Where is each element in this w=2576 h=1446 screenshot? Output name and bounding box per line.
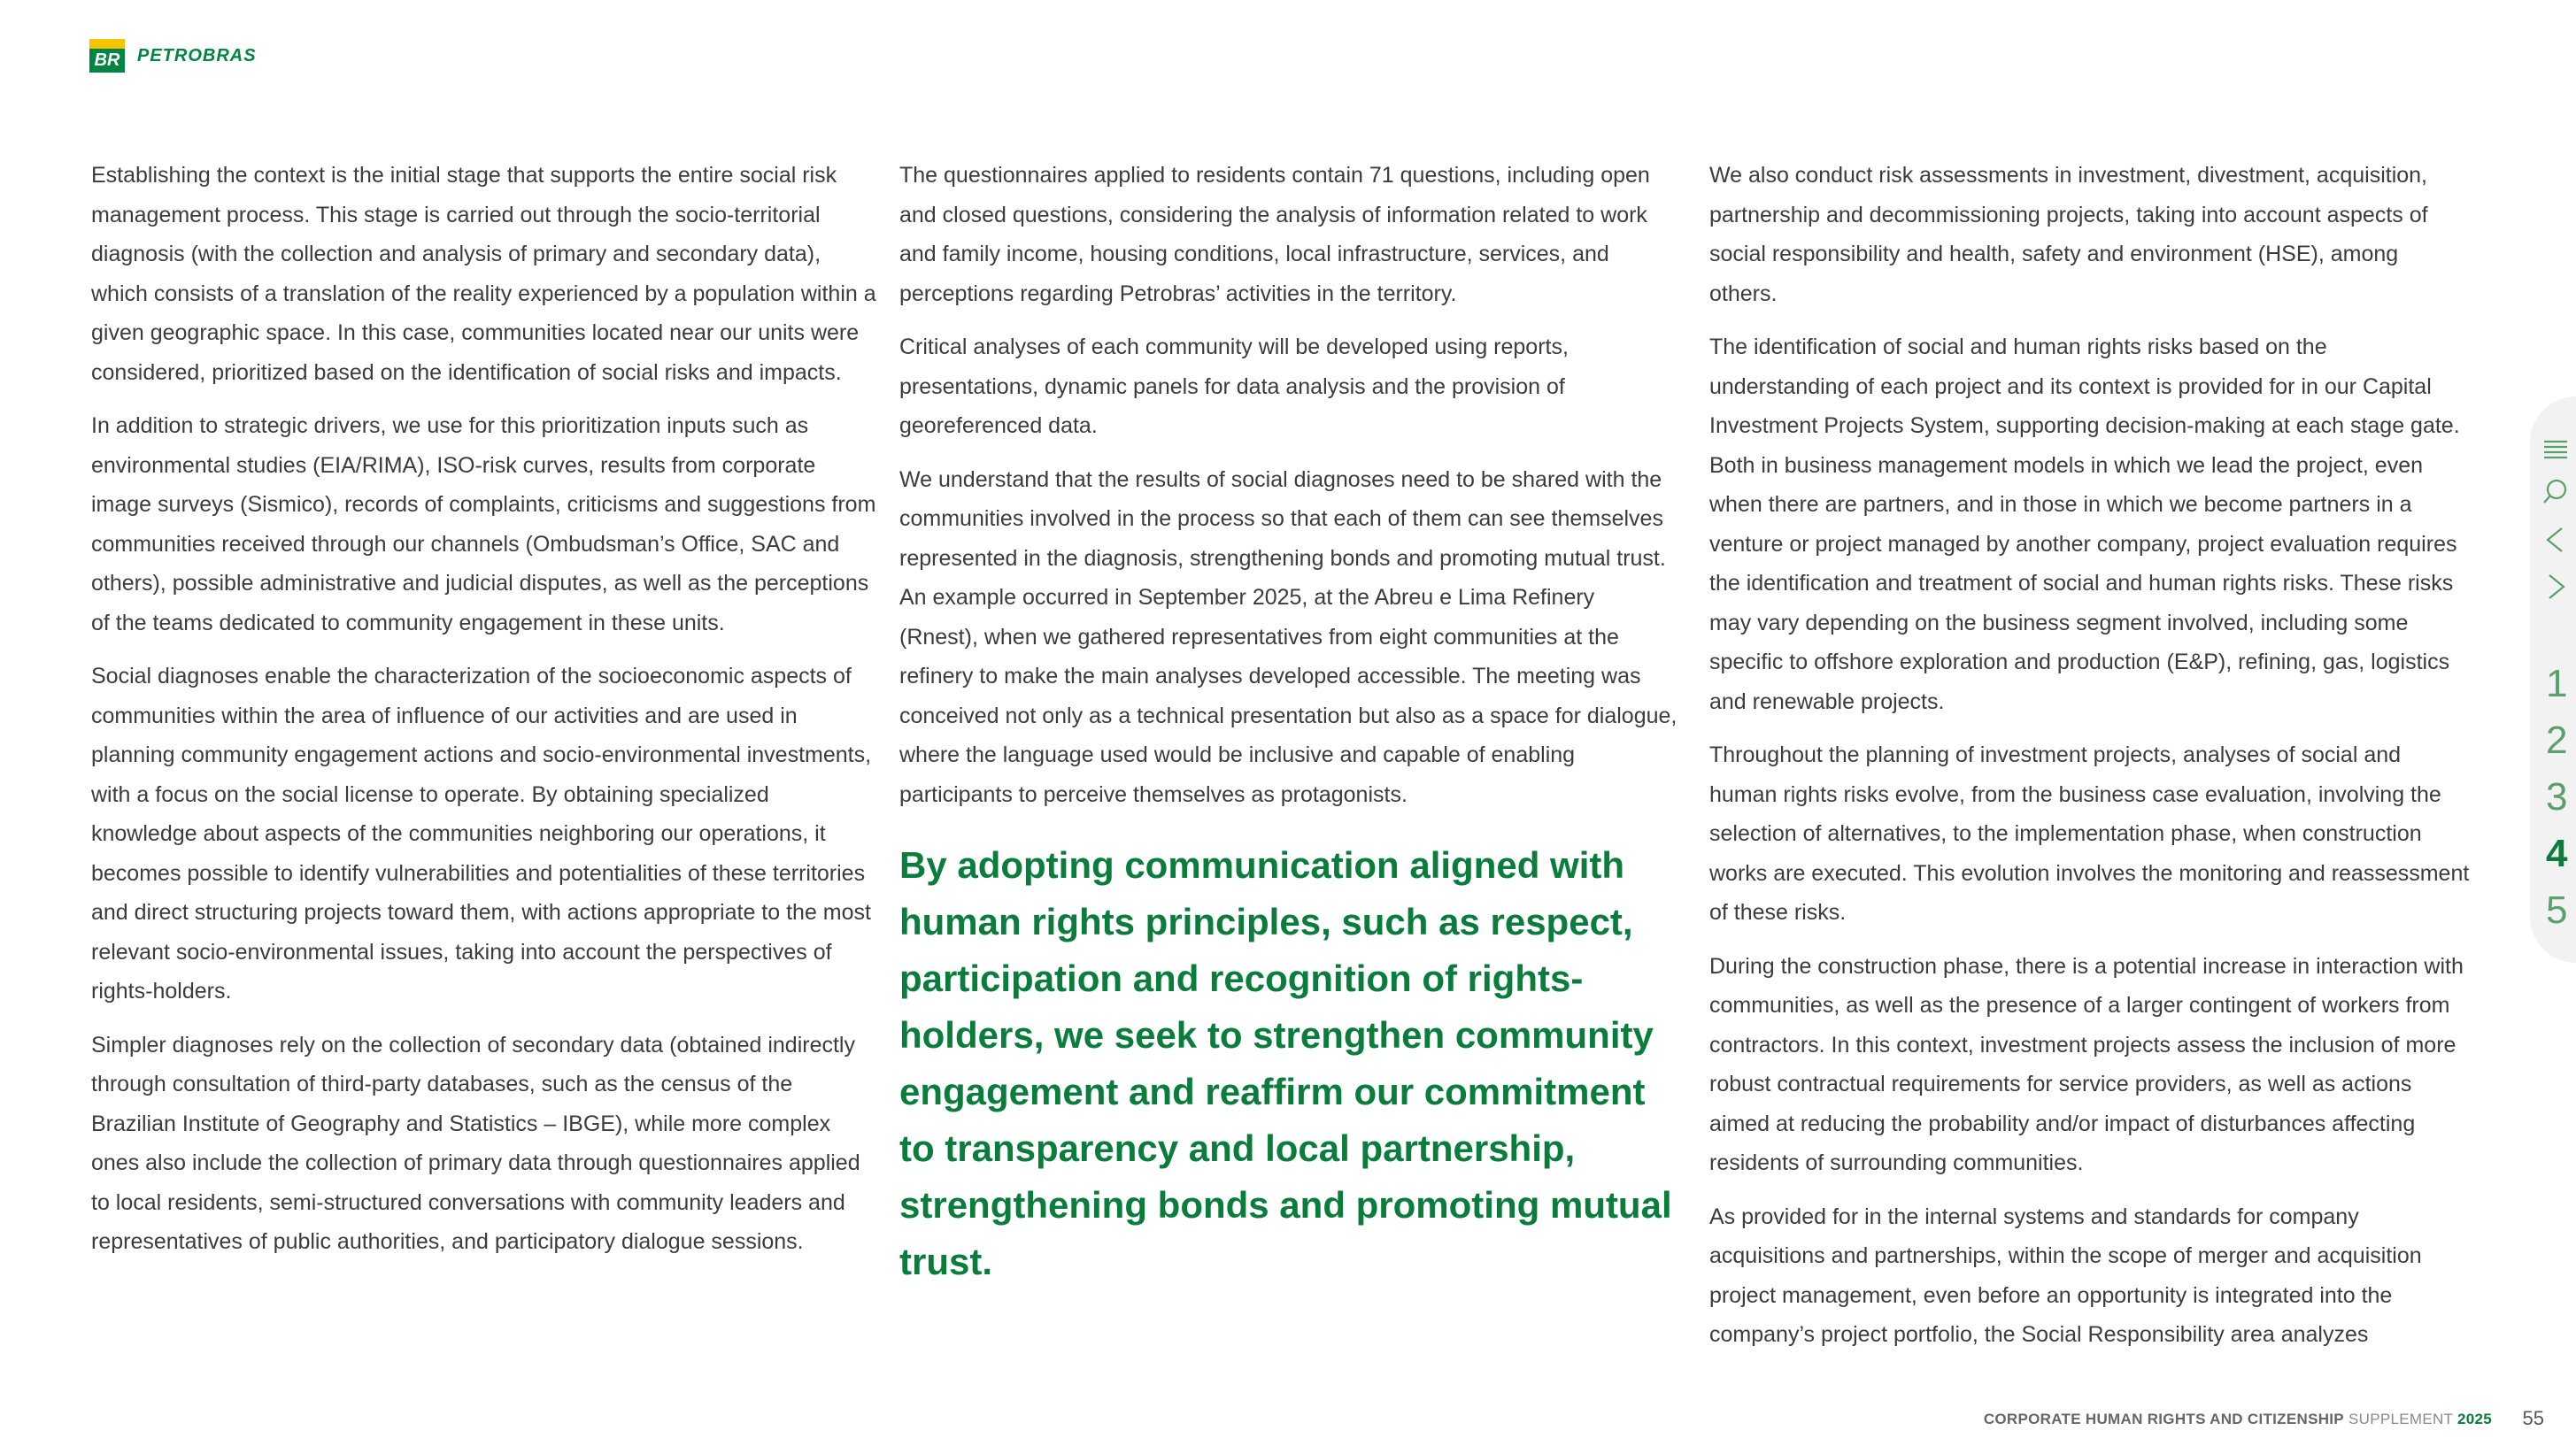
footer-title: CORPORATE HUMAN RIGHTS AND CITIZENSHIP SUPPLEMENT 2025: [1983, 1411, 2492, 1427]
paragraph: We understand that the results of social diagnoses need to be shared with the communities involved in the process so that each of them can see themselves represented in the diagnosis, strengthening bonds and promoting mutual trust. An example occurred in September 2025, at the Abreu e Lima Refinery (Rnest), when we gathered representatives from eight communities at the refinery to make the main analyses developed accessible. The meeting was conceived not only as a technical presentation but also as a space for dialogue, where the language used would be inclusive and capable of enabling participants to perceive themselves as protagonists.: [899, 466, 1677, 807]
paragraph: In addition to strategic drivers, we use for this prioritization inputs such as environmental studies (EIA/RIMA), ISO-risk curves, results from corporate image surveys (Sismico), records of complaints, criticisms and suggestions from communities received through our channels (Ombudsman’s Office, SAC and others), possible administrative and judicial disputes, as well as the perceptions of the teams dedicated to community engagement in these units.: [91, 413, 876, 635]
chapter-3-link[interactable]: 3: [2546, 775, 2568, 819]
paragraph: The questionnaires applied to residents contain 71 questions, including open and closed questions, considering the analysis of information related to work and family income, housing conditions, local infrastructure, services, and perceptions regarding Petrobras’ activities in the territory.: [899, 163, 1650, 306]
chapter-5-link[interactable]: 5: [2546, 888, 2568, 932]
paragraph: As provided for in the internal systems and standards for company acquisitions and partnerships, within the scope of merger and acquisition project management, even before an opportunity is integrated into the company’s project portfolio, the Social Responsibility area analyzes: [1709, 1204, 2422, 1347]
left-column: [91, 156, 879, 1276]
menu-icon[interactable]: [2542, 436, 2569, 463]
petrobras-logo: [89, 39, 257, 73]
paragraph: Critical analyses of each community will be developed using reports, presentations, dynamic panels for data analysis and the provision of georeferenced data.: [899, 335, 1569, 438]
paragraph: During the construction phase, there is a potential increase in interaction with communities, as well as the presence of a larger contingent of workers from contractors. In this context, investment projects assess the inclusion of more robust contractual requirements for service providers, as well as actions aimed at reducing the probability and/or impact of disturbances affecting residents of surrounding communities.: [1709, 953, 2464, 1175]
chapter-2-link[interactable]: 2: [2546, 719, 2568, 762]
page-number: 55: [2522, 1407, 2544, 1429]
chevron-left-icon[interactable]: [2542, 527, 2569, 553]
pull-quote: By adopting communication aligned with human rights principles, such as respect, participation and recognition of rights-holders, we seek to strengthen community engagement and reaffirm our commitment to transparency and local partnership, strengthening bonds and promoting mutual trust.: [899, 844, 1672, 1282]
chapter-4-link[interactable]: 4: [2546, 832, 2568, 875]
middle-column: [899, 156, 1678, 1304]
paragraph: The identification of social and human rights risks based on the understanding of each project and its context is provided for in our Capital Investment Projects System, supporting decision-making at each stage gate. Both in business management models in which we lead the project, even when there are partners, and in those in which we become partners in a venture or project managed by another company, project evaluation requires the identification and treatment of social and human rights risks. These risks may vary depending on the business segment involved, including some specific to offshore exploration and production (E&P), refining, gas, logistics and renewable projects.: [1709, 335, 2460, 714]
paragraph: Establishing the context is the initial stage that supports the entire social risk management process. This stage is carried out through the socio-territorial diagnosis (with the collection and analysis of primary and secondary data), which consists of a translation of the reality experienced by a population within a given geographic space. In this case, communities located near our units were considered, prioritized based on the identification of social risks and impacts.: [91, 163, 876, 385]
paragraph: Throughout the planning of investment projects, analyses of social and human rights risks evolve, from the business case evaluation, involving the selection of alternatives, to the implementation phase, when construction works are executed. This evolution involves the monitoring and reassessment of these risks.: [1709, 742, 2470, 925]
search-icon[interactable]: [2542, 478, 2569, 504]
chevron-right-icon[interactable]: [2542, 573, 2569, 600]
paragraph: Social diagnoses enable the characterization of the socioeconomic aspects of communities within the area of influence of our activities and are used in planning community engagement actions and socio-environmental investments, with a focus on the social license to operate. By obtaining specialized knowledge about aspects of the communities neighboring our operations, it becomes possible to identify vulnerabilities and potentialities of these territories and direct structuring projects toward them, with actions appropriate to the most relevant socio-environmental issues, taking into account the perspectives of rights-holders.: [91, 664, 872, 1004]
paragraph: Simpler diagnoses rely on the collection of secondary data (obtained indirectly through consultation of third-party databases, such as the census of the Brazilian Institute of Geography and Statistics – IBGE), while more complex ones also include the collection of primary data through questionnaires applied to local residents, semi-structured conversations with community leaders and representatives of public authorities, and participatory dialogue sessions.: [91, 1032, 860, 1254]
br-logo-icon: BR: [89, 39, 125, 73]
chapter-1-link[interactable]: 1: [2546, 662, 2568, 705]
paragraph: We also conduct risk assessments in investment, divestment, acquisition, partnership and decommissioning projects, taking into account aspects of social responsibility and health, safety and environment (HSE), among others.: [1709, 163, 2428, 306]
brand-name: PETROBRAS: [137, 45, 257, 65]
right-column: [1709, 156, 2471, 1369]
